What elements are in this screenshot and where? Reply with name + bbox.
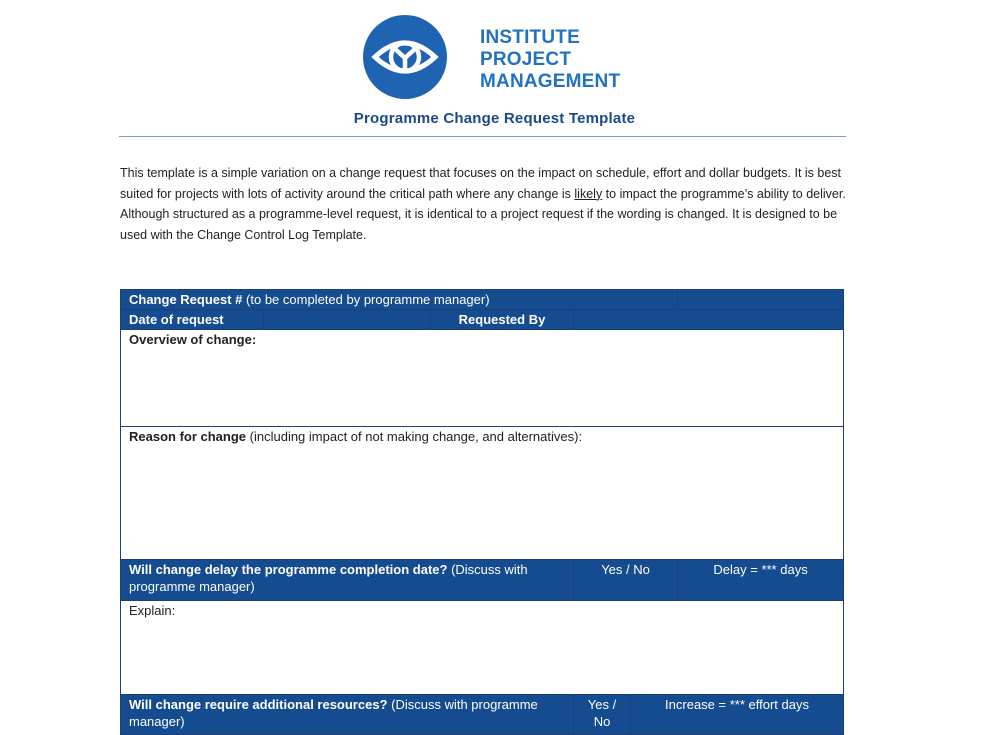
change-request-number-field[interactable] <box>678 290 844 310</box>
date-field[interactable] <box>264 310 431 330</box>
intro-text-2: to impact the programme’s ability to deliver. Although structured as a programme-level request, it is identical to a project request if the wording is changed. It is designed to be used with the Change Control Log Template. <box>120 186 846 242</box>
overview-label: Overview of change: <box>129 332 257 347</box>
resources-question-row <box>121 695 844 735</box>
resources-question: Will change require additional resources? <box>129 697 388 712</box>
explain-label: Explain: <box>129 603 176 618</box>
overview-row <box>121 330 844 427</box>
delay-note: (Discuss with programme manager) <box>129 562 528 594</box>
requested-by-field[interactable] <box>574 310 844 330</box>
delay-yes-no-field[interactable] <box>574 560 678 601</box>
delay-yes-no: Yes / No <box>601 562 650 577</box>
change-request-form <box>120 289 844 735</box>
overview-field[interactable] <box>121 330 844 427</box>
intro-text-1: This template is a simple variation on a change request that focuses on the impact on schedule, effort and dollar budgets. It is best suited for projects with lots of activity around the critical path where any change is <box>120 166 842 201</box>
delay-days-field[interactable] <box>678 560 844 601</box>
change-request-row <box>121 290 844 310</box>
delay-question: Will change delay the programme completion date? <box>129 562 448 577</box>
title-divider <box>119 136 846 137</box>
eye-logo-icon <box>363 15 447 99</box>
logo-line-3: MANAGEMENT <box>480 71 621 92</box>
explain-row <box>121 601 844 695</box>
resources-yes-no-field[interactable] <box>574 695 631 735</box>
date-requested-row <box>121 310 844 330</box>
document-title: Programme Change Request Template <box>353 110 636 127</box>
delay-days: Delay = *** days <box>713 562 808 577</box>
date-label: Date of request <box>129 312 224 327</box>
intro-paragraph <box>120 163 846 245</box>
resources-note: (Discuss with programme manager) <box>129 697 538 729</box>
requested-by-label: Requested By <box>458 312 546 327</box>
reason-field[interactable] <box>121 427 844 560</box>
resources-effort-days: Increase = *** effort days <box>665 697 809 712</box>
delay-question-row <box>121 560 844 601</box>
change-request-label-cell <box>121 290 678 310</box>
intro-underlined-word: likely <box>574 186 603 201</box>
change-request-label: Change Request # <box>129 292 243 307</box>
delay-question-cell <box>121 560 574 601</box>
reason-label: Reason for change <box>129 429 247 444</box>
institute-logo <box>363 15 623 99</box>
reason-note: (including impact of not making change, and alternatives): <box>246 429 583 444</box>
explain-field[interactable] <box>121 601 844 695</box>
logo-line-1: INSTITUTE <box>480 27 580 48</box>
requested-by-label-cell <box>431 310 574 330</box>
logo-line-2: PROJECT <box>480 49 572 70</box>
change-request-note: (to be completed by programme manager) <box>242 292 490 307</box>
resources-question-cell <box>121 695 574 735</box>
resources-effort-field[interactable] <box>631 695 844 735</box>
date-label-cell <box>121 310 264 330</box>
logo-wordmark <box>480 27 620 93</box>
reason-row <box>121 427 844 560</box>
resources-yes-no: Yes / No <box>587 697 617 729</box>
